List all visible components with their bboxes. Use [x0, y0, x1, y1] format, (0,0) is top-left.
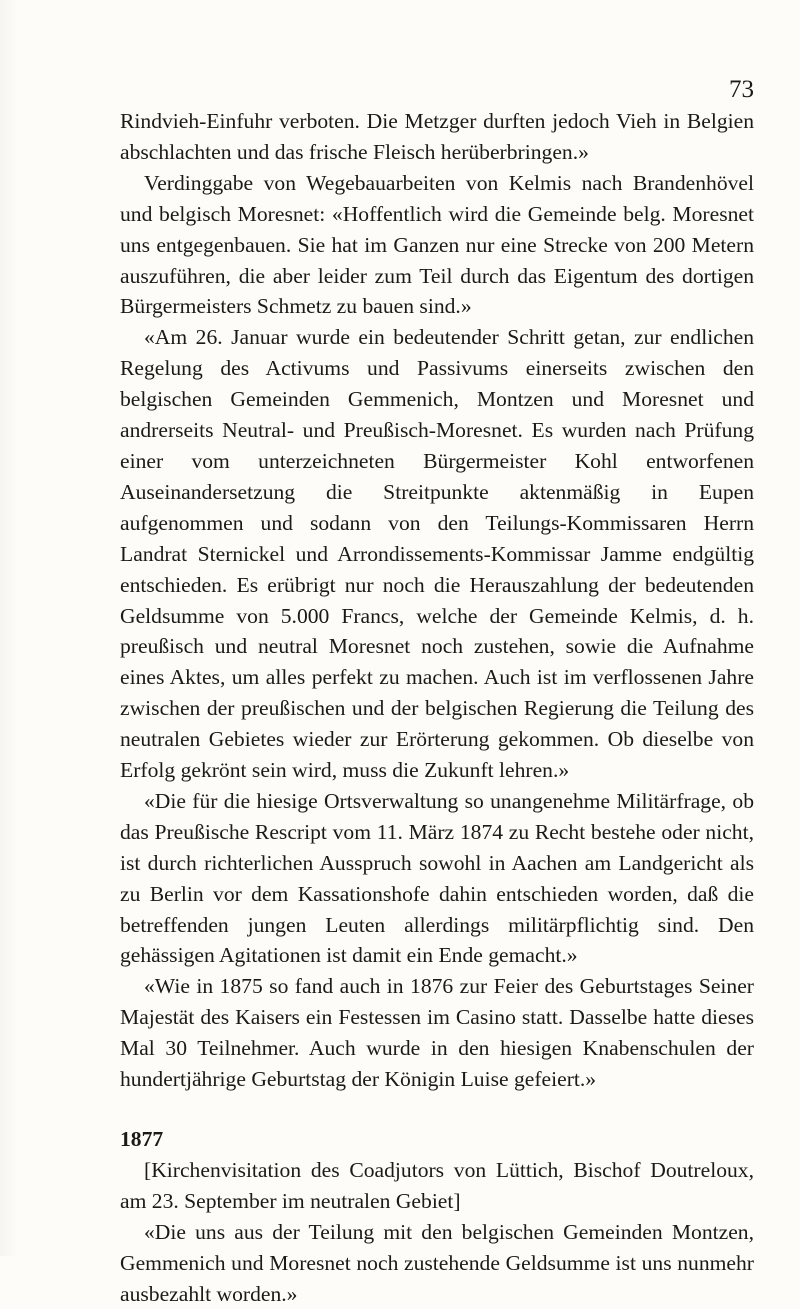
paragraph-cattle-import: Rindvieh-Einfuhr verboten. Die Metzger durften jedoch Vieh in Belgien abschlachten und das frische Fleisch herüberbringen.» [120, 109, 754, 164]
paragraph-military-question: «Die für die hiesige Ortsverwaltung so unangenehme Militärfrage, ob das Preußische Rescript vom 11. März 1874 zu Recht bestehe oder nicht, ist durch richterlichen Ausspruch sowohl in Aachen am Landgericht als zu Berlin vor dem Kassationshofe dahin entschieden worden, daß die betreffenden jungen Leuten allerdings militärpflichtig sind. Den gehässigen Agitationen ist damit ein Ende gemacht.» [120, 788, 754, 968]
paragraph-emperor-birthday: «Wie in 1875 so fand auch in 1876 zur Feier des Geburtstages Seiner Majestät des Kaisers ein Festessen im Casino statt. Dasselbe hatte dieses Mal 30 Teilnehmer. Auch wurde in den hiesigen Knabenschulen der hundertjährige Geburtstag der Königin Luise gefeiert.» [120, 974, 754, 1092]
page-body [120, 106, 754, 1309]
paragraph-january-settlement: «Am 26. Januar wurde ein bedeutender Schritt getan, zur endlichen Regelung des Activums und Passivums einerseits zwischen den belgischen Gemeinden Gemmenich, Montzen und Moresnet und andrerseits Neutral- und Preußisch-Moresnet. Es wurden nach Prüfung einer vom unterzeichneten Bürgermeister Kohl entworfenen Auseinandersetzung die Streitpunkte aktenmäßig in Eupen aufgenommen und sodann von den Teilungs-Kommissaren Herrn Landrat Sternickel und Arrondissements-Kommissar Jamme endgültig entschieden. Es erübrigt nur noch die Herauszahlung der bedeutenden Geldsumme von 5.000 Francs, welche der Gemeinde Kelmis, d. h. preußisch und neutral Moresnet noch zustehen, sowie die Aufnahme eines Aktes, um alles perfekt zu machen. Auch ist im verflossenen Jahre zwischen der preußischen und der belgischen Regierung die Teilung des neutralen Gebietes wieder zur Erörterung gekommen. Ob dieselbe von Erfolg gekrönt sein wird, muss die Zukunft lehren.» [120, 325, 754, 783]
paragraph-road-works: Verdinggabe von Wegebauarbeiten von Kelmis nach Brandenhövel und belgisch Moresnet: «Hoffentlich wird die Gemeinde belg. Moresnet uns entgegenbauen. Sie hat im Ganzen nur eine Strecke von 200 Metern auszuführen, die aber leider zum Teil durch das Eigentum des dortigen Bürgermeisters Schmetz zu bauen sind.» [120, 170, 754, 319]
paragraph-church-visitation: [Kirchenvisitation des Coadjutors von Lüttich, Bischof Doutreloux, am 23. September im neutralen Gebiet] [120, 1157, 754, 1213]
section-heading-1877: 1877 [120, 1127, 164, 1151]
paragraph-payment-received: «Die uns aus der Teilung mit den belgischen Gemeinden Montzen, Gemmenich und Moresnet noch zustehende Geldsumme ist uns nunmehr ausbezahlt worden.» [120, 1219, 754, 1306]
page-number: 73 [729, 76, 754, 103]
